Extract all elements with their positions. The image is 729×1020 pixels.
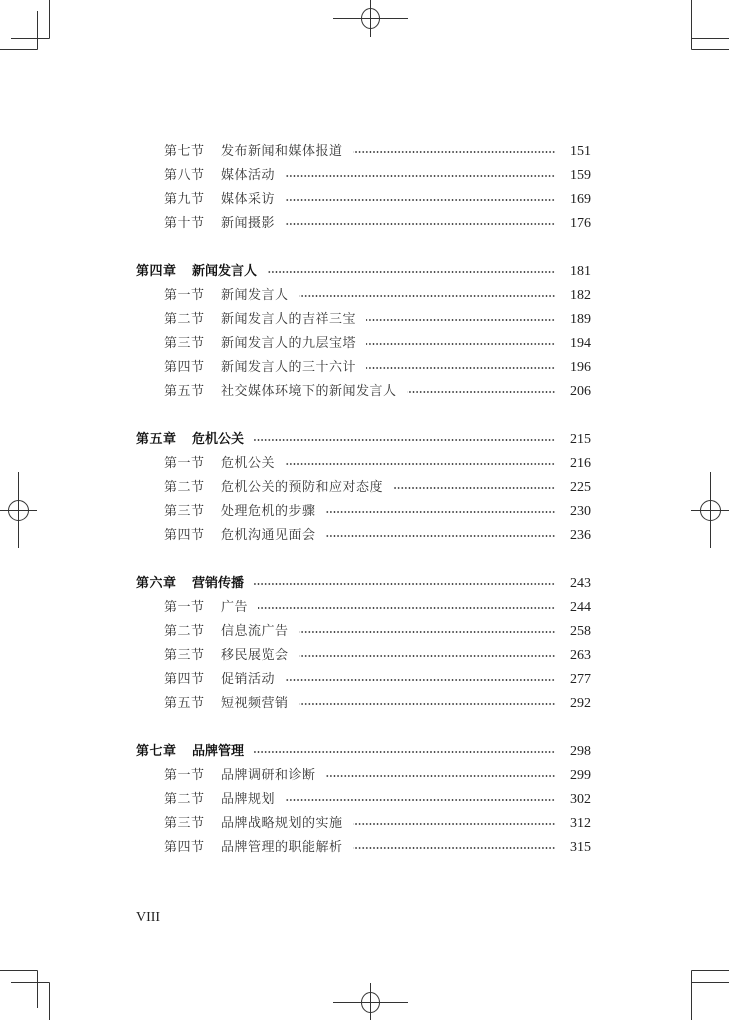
page-number: 244 [570,600,591,615]
section-number: 第一节 [164,456,205,471]
section-title: 危机公关的预防和应对态度 [221,480,384,495]
section-title: 短视频营销 [221,696,289,711]
section-title: 处理危机的步骤 [221,504,316,519]
page-number: 263 [570,648,591,663]
page-number: 277 [570,672,591,687]
page-number: 299 [570,768,591,783]
section-title: 信息流广告 [221,624,289,639]
section-title: 危机公关 [221,456,276,471]
dot-leader [393,487,555,489]
dot-leader [254,583,555,585]
page-number: 215 [570,432,591,447]
section-title: 移民展览会 [221,648,289,663]
page-number: 151 [570,144,591,159]
dot-leader [366,343,555,345]
section-number: 第四节 [164,840,205,855]
chapter-gap [136,236,591,260]
section-number: 第十节 [164,216,205,231]
dot-leader [299,703,555,705]
crop-mark-bottom-right-icon [692,971,729,1020]
section-number: 第三节 [164,504,205,519]
section-title: 新闻发言人的三十六计 [221,360,357,375]
section-number: 第一节 [164,600,205,615]
section-number: 第一节 [164,288,205,303]
crop-mark-bottom-left-icon [0,971,50,1020]
dot-leader [267,271,555,273]
dot-leader [285,175,555,177]
toc-section-row[interactable] [136,692,591,716]
toc-section-row[interactable] [136,812,591,836]
toc-section-row[interactable] [136,764,591,788]
section-title: 新闻发言人的吉祥三宝 [221,312,357,327]
table-of-contents [136,140,591,860]
section-number: 第五节 [164,384,205,399]
toc-chapter-row[interactable] [136,428,591,452]
section-title: 品牌管理的职能解析 [221,840,343,855]
dot-leader [353,847,555,849]
toc-section-row[interactable] [136,644,591,668]
section-title: 促销活动 [221,672,276,687]
page-number: 302 [570,792,591,807]
toc-section-row[interactable] [136,356,591,380]
dot-leader [285,463,555,465]
toc-section-row[interactable] [136,596,591,620]
chapter-title: 危机公关 [192,432,245,447]
section-number: 第二节 [164,624,205,639]
chapter-gap [136,716,591,740]
page-number: 206 [570,384,591,399]
dot-leader [326,535,555,537]
section-number: 第四节 [164,672,205,687]
toc-section-row[interactable] [136,668,591,692]
section-title: 发布新闻和媒体报道 [221,144,343,159]
toc-section-row[interactable] [136,620,591,644]
chapter-title: 新闻发言人 [192,264,258,279]
section-title: 媒体活动 [221,168,276,183]
dot-leader [254,751,555,753]
section-number: 第三节 [164,336,205,351]
dot-leader [407,391,555,393]
registration-mark-right-icon [691,472,729,548]
dot-leader [258,607,555,609]
section-title: 品牌规划 [221,792,276,807]
section-number: 第二节 [164,312,205,327]
toc-chapter-row[interactable] [136,740,591,764]
page-number: 176 [570,216,591,231]
crop-mark-top-left-icon [0,0,50,50]
toc-section-row[interactable] [136,140,591,164]
page-number: 181 [570,264,591,279]
toc-section-row[interactable] [136,308,591,332]
toc-section-row[interactable] [136,164,591,188]
dot-leader [285,223,555,225]
dot-leader [285,679,555,681]
folio-page-number: VIII [136,910,161,925]
section-title: 品牌调研和诊断 [221,768,316,783]
section-number: 第九节 [164,192,205,207]
section-title: 新闻发言人 [221,288,289,303]
page-number: 196 [570,360,591,375]
page-number: 194 [570,336,591,351]
registration-mark-top-icon [333,0,408,37]
section-number: 第四节 [164,360,205,375]
toc-section-row[interactable] [136,284,591,308]
page-number: 236 [570,528,591,543]
chapter-number: 第五章 [136,432,177,447]
dot-leader [285,199,555,201]
toc-section-row[interactable] [136,332,591,356]
page-number: 182 [570,288,591,303]
toc-section-row[interactable] [136,788,591,812]
page-number: 230 [570,504,591,519]
dot-leader [326,511,555,513]
toc-section-row[interactable] [136,188,591,212]
toc-chapter-row[interactable] [136,572,591,596]
section-title: 社交媒体环境下的新闻发言人 [221,384,397,399]
toc-section-row[interactable] [136,452,591,476]
dot-leader [254,439,555,441]
chapter-gap [136,404,591,428]
page-number: 298 [570,744,591,759]
toc-chapter-row[interactable] [136,260,591,284]
section-title: 新闻摄影 [221,216,276,231]
page-number: 258 [570,624,591,639]
crop-mark-top-right-icon [692,0,729,50]
chapter-title: 营销传播 [192,576,245,591]
chapter-title: 品牌管理 [192,744,245,759]
dot-leader [366,319,555,321]
section-number: 第三节 [164,648,205,663]
page-number: 189 [570,312,591,327]
section-number: 第一节 [164,768,205,783]
page-number: 312 [570,816,591,831]
chapter-number: 第七章 [136,744,177,759]
section-number: 第四节 [164,528,205,543]
dot-leader [326,775,555,777]
section-title: 广告 [221,600,249,615]
section-title: 品牌战略规划的实施 [221,816,343,831]
dot-leader [299,295,555,297]
section-number: 第三节 [164,816,205,831]
section-title: 危机沟通见面会 [221,528,316,543]
section-title: 新闻发言人的九层宝塔 [221,336,357,351]
section-number: 第八节 [164,168,205,183]
page-number: 243 [570,576,591,591]
toc-section-row[interactable] [136,500,591,524]
chapter-gap [136,548,591,572]
section-title: 媒体采访 [221,192,276,207]
page-number: 315 [570,840,591,855]
dot-leader [366,367,555,369]
toc-section-row[interactable] [136,476,591,500]
page-number: 225 [570,480,591,495]
page-number: 159 [570,168,591,183]
page-number: 216 [570,456,591,471]
dot-leader [299,631,555,633]
toc-section-row[interactable] [136,380,591,404]
registration-mark-bottom-icon [333,983,408,1020]
dot-leader [353,151,555,153]
dot-leader [285,799,555,801]
registration-mark-left-icon [0,472,37,548]
section-number: 第五节 [164,696,205,711]
section-number: 第二节 [164,792,205,807]
dot-leader [299,655,555,657]
page-number: 292 [570,696,591,711]
chapter-number: 第六章 [136,576,177,591]
toc-section-row[interactable] [136,836,591,860]
dot-leader [353,823,555,825]
toc-section-row[interactable] [136,524,591,548]
section-number: 第七节 [164,144,205,159]
chapter-number: 第四章 [136,264,177,279]
section-number: 第二节 [164,480,205,495]
page-number: 169 [570,192,591,207]
toc-section-row[interactable] [136,212,591,236]
